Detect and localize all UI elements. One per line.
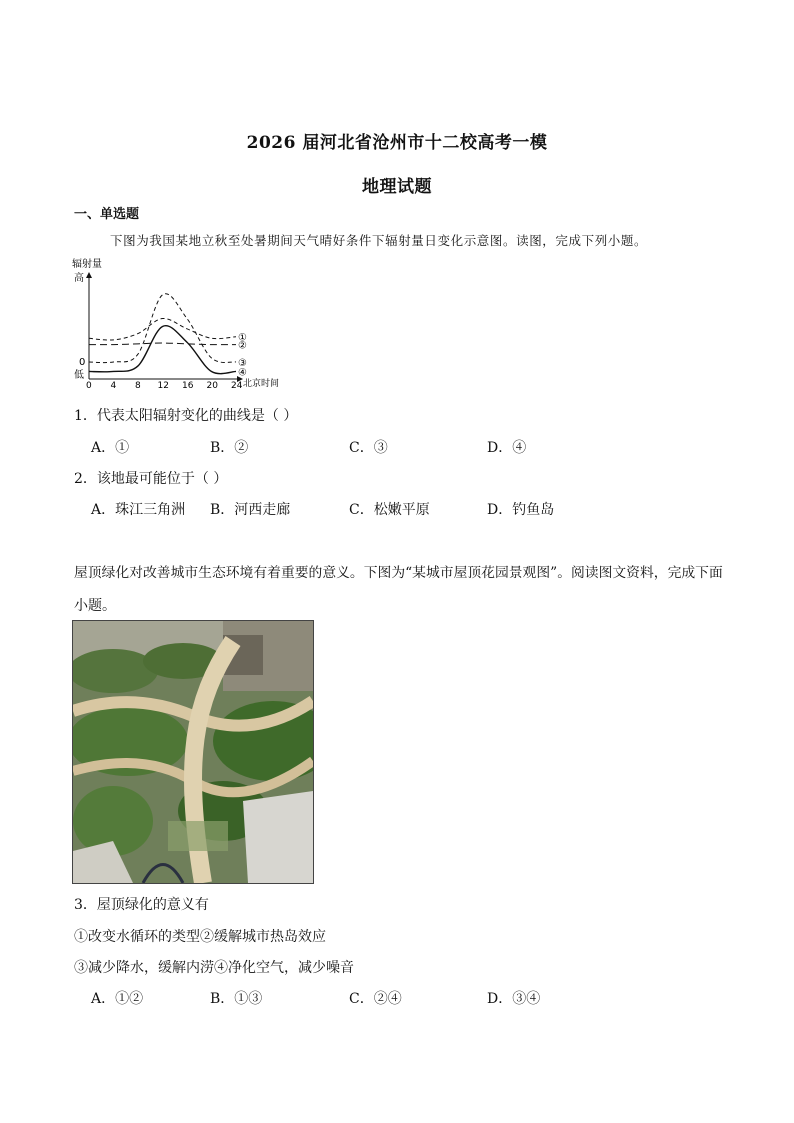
q1-option-a[interactable]: A．① bbox=[91, 440, 130, 456]
x-tick-label: 24 bbox=[231, 381, 243, 391]
q1-option-d[interactable]: D．④ bbox=[487, 440, 527, 456]
x-tick-label: 4 bbox=[110, 381, 117, 391]
passage-line-2: 小题。 bbox=[74, 598, 116, 614]
question-2-stem: 2．该地最可能位于（ ） bbox=[74, 471, 228, 487]
q2-option-b[interactable]: B．河西走廊 bbox=[210, 502, 291, 518]
q2-option-a[interactable]: A．珠江三角洲 bbox=[91, 502, 186, 518]
q3-option-d[interactable]: D．③④ bbox=[487, 991, 541, 1007]
series-label-1: ① bbox=[238, 332, 247, 344]
series-label-4: ④ bbox=[238, 367, 247, 379]
y-tick-zero: 0 bbox=[79, 357, 86, 368]
page-subtitle: 地理试题 bbox=[362, 177, 432, 197]
q1-option-b[interactable]: B．② bbox=[210, 440, 249, 456]
y-tick-high: 高 bbox=[74, 273, 84, 284]
intro-text: 下图为我国某地立秋至处暑期间天气晴好条件下辐射量日变化示意图。读图，完成下列小题。 bbox=[110, 233, 648, 248]
series-label-3: ③ bbox=[238, 358, 247, 369]
series-line-3 bbox=[89, 294, 236, 363]
q2-option-d[interactable]: D．钓鱼岛 bbox=[487, 502, 555, 518]
q1-option-c[interactable]: C．③ bbox=[349, 440, 388, 456]
section-heading: 一、单选题 bbox=[74, 207, 140, 222]
question-1-stem: 1．代表太阳辐射变化的曲线是（ ） bbox=[74, 408, 298, 424]
series-line-4 bbox=[89, 326, 236, 374]
q3-option-a[interactable]: A．①② bbox=[91, 991, 144, 1007]
page-title: 2026 届河北省沧州市十二校高考一模 bbox=[246, 133, 548, 153]
y-axis-label: 辐射量 bbox=[72, 259, 102, 270]
question-3-item-2: ③减少降水，缓解内涝④净化空气，减少噪音 bbox=[74, 960, 354, 976]
q3-option-c[interactable]: C．②④ bbox=[349, 991, 402, 1007]
q2-option-c[interactable]: C．松嫩平原 bbox=[349, 502, 430, 518]
rooftop-garden-photo bbox=[72, 620, 314, 884]
question-3-item-1: ①改变水循环的类型②缓解城市热岛效应 bbox=[74, 929, 326, 945]
radiation-chart bbox=[70, 255, 290, 395]
q3-option-b[interactable]: B．①③ bbox=[210, 991, 263, 1007]
x-tick-label: 0 bbox=[86, 381, 92, 391]
x-tick-label: 20 bbox=[206, 381, 218, 391]
x-tick-label: 16 bbox=[182, 381, 194, 391]
series-line-2 bbox=[89, 343, 236, 345]
series-label-2: ② bbox=[238, 340, 247, 352]
x-axis-label: 北京时间 bbox=[243, 379, 280, 389]
y-tick-low: 低 bbox=[74, 370, 84, 381]
passage-line-1: 屋顶绿化对改善城市生态环境有着重要的意义。下图为“某城市屋顶花园景观图”。阅读图文资料，完成下面 bbox=[74, 565, 723, 581]
x-tick-label: 8 bbox=[135, 381, 141, 391]
x-tick-label: 12 bbox=[157, 381, 169, 391]
question-3-stem: 3．屋顶绿化的意义有 bbox=[74, 897, 209, 913]
series-line-1 bbox=[89, 318, 236, 340]
